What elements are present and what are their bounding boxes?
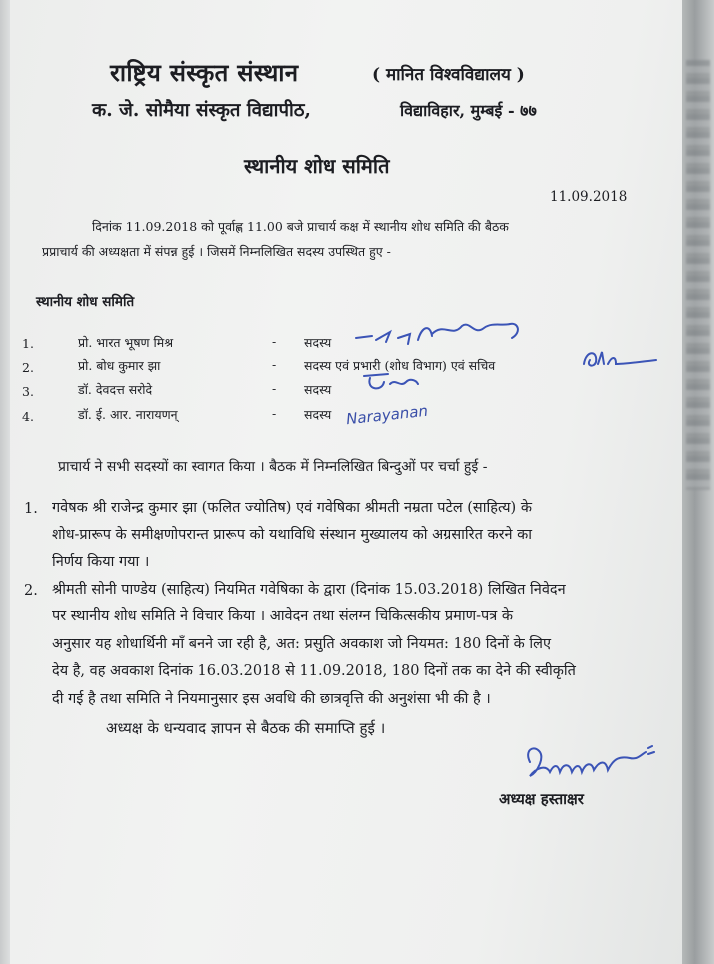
member-role: सदस्य — [304, 382, 332, 397]
point-line: गवेषक श्री राजेन्द्र कुमार झा (फलित ज्योतिष) एवं गवेषिका श्रीमती नम्रता पटेल (साहित्य) के — [52, 500, 532, 516]
point-number: 1. — [24, 501, 38, 517]
member-signature-4: Narayanan — [345, 401, 429, 429]
member-number: 4. — [22, 409, 34, 424]
member-role: सदस्य एवं प्रभारी (शोध विभाग) एवं सचिव — [304, 358, 496, 373]
member-number: 1. — [22, 336, 34, 351]
point-line: शोध-प्रारूप के समीक्षणोपरान्त प्रारूप को यथाविधि संस्थान मुख्यालय को अग्रसारित करने का — [52, 527, 533, 543]
member-name: प्रो. बोध कुमार झा — [78, 358, 161, 373]
chair-signature — [520, 742, 660, 788]
welcome-text: प्राचार्य ने सभी सदस्यों का स्वागत किया । बैठक में निम्नलिखित बिन्दुओं पर चर्चा हुई - — [58, 459, 488, 475]
member-signature-3 — [358, 368, 428, 394]
point-line: निर्णय किया गया । — [52, 554, 150, 570]
point-line: दी गई है तथा समिति ने नियमानुसार इस अवधि की छात्रवृत्ति की अनुशंसा भी की है । — [52, 691, 491, 707]
member-name: प्रो. भारत भूषण मिश्र — [78, 335, 174, 350]
member-role: सदस्य — [304, 335, 332, 350]
campus-name: क. जे. सोमैया संस्कृत विद्यापीठ, — [92, 100, 311, 121]
point-line: अनुसार यह शोधार्थिनी माँ बनने जा रही है, अत: प्रसुति अवकाश जो नियमत: 180 दिनों के लिए — [52, 636, 552, 652]
intro-line-2: प्रप्राचार्य की अध्यक्षता में संपन्न हुई । जिसमें निम्नलिखित सदस्य उपस्थित हुए - — [42, 244, 391, 259]
point-number: 2. — [24, 583, 38, 599]
member-signature-1 — [352, 316, 532, 346]
point-line: श्रीमती सोनी पाण्डेय (साहित्य) नियमित गवेषिका के द्वारा (दिनांक 15.03.2018) लिखित निवेदन — [52, 582, 566, 598]
member-dash: - — [272, 406, 277, 421]
signature-label: अध्यक्ष हस्ताक्षर — [499, 790, 584, 808]
member-signature-2 — [580, 346, 660, 372]
institution-name: राष्ट्रिय संस्कृत संस्थान — [110, 58, 299, 87]
meeting-date: 11.09.2018 — [550, 189, 628, 205]
member-name: डॉ. ई. आर. नारायणन् — [78, 407, 178, 422]
document-paper — [10, 0, 682, 964]
campus-location: विद्याविहार, मुम्बई - ७७ — [400, 101, 537, 120]
closing-text: अध्यक्ष के धन्यवाद ज्ञापन से बैठक की समाप्ति हुई । — [106, 719, 386, 737]
binder-texture — [686, 60, 710, 490]
member-dash: - — [272, 381, 277, 396]
intro-line-1: दिनांक 11.09.2018 को पूर्वाह्ण 11.00 बजे प्राचार्य कक्ष में स्थानीय शोध समिति की बैठक — [92, 219, 509, 234]
member-role: सदस्य — [304, 407, 332, 422]
point-line: देय है, वह अवकाश दिनांक 16.03.2018 से 11.09.2018, 180 दिनों तक का देने की स्वीकृति — [52, 663, 576, 679]
member-dash: - — [272, 334, 277, 349]
institution-note: ( मानित विश्वविद्यालय ) — [372, 65, 525, 85]
member-dash: - — [272, 357, 277, 372]
member-number: 2. — [22, 360, 34, 375]
point-line: पर स्थानीय शोध समिति ने विचार किया । आवेदन तथा संलग्न चिकित्सकीय प्रमाण-पत्र के — [52, 608, 513, 624]
member-name: डॉ. देवदत्त सरोदे — [78, 382, 153, 397]
page-title: स्थानीय शोध समिति — [244, 154, 390, 178]
committee-heading: स्थानीय शोध समिति — [36, 294, 135, 310]
member-number: 3. — [22, 384, 34, 399]
